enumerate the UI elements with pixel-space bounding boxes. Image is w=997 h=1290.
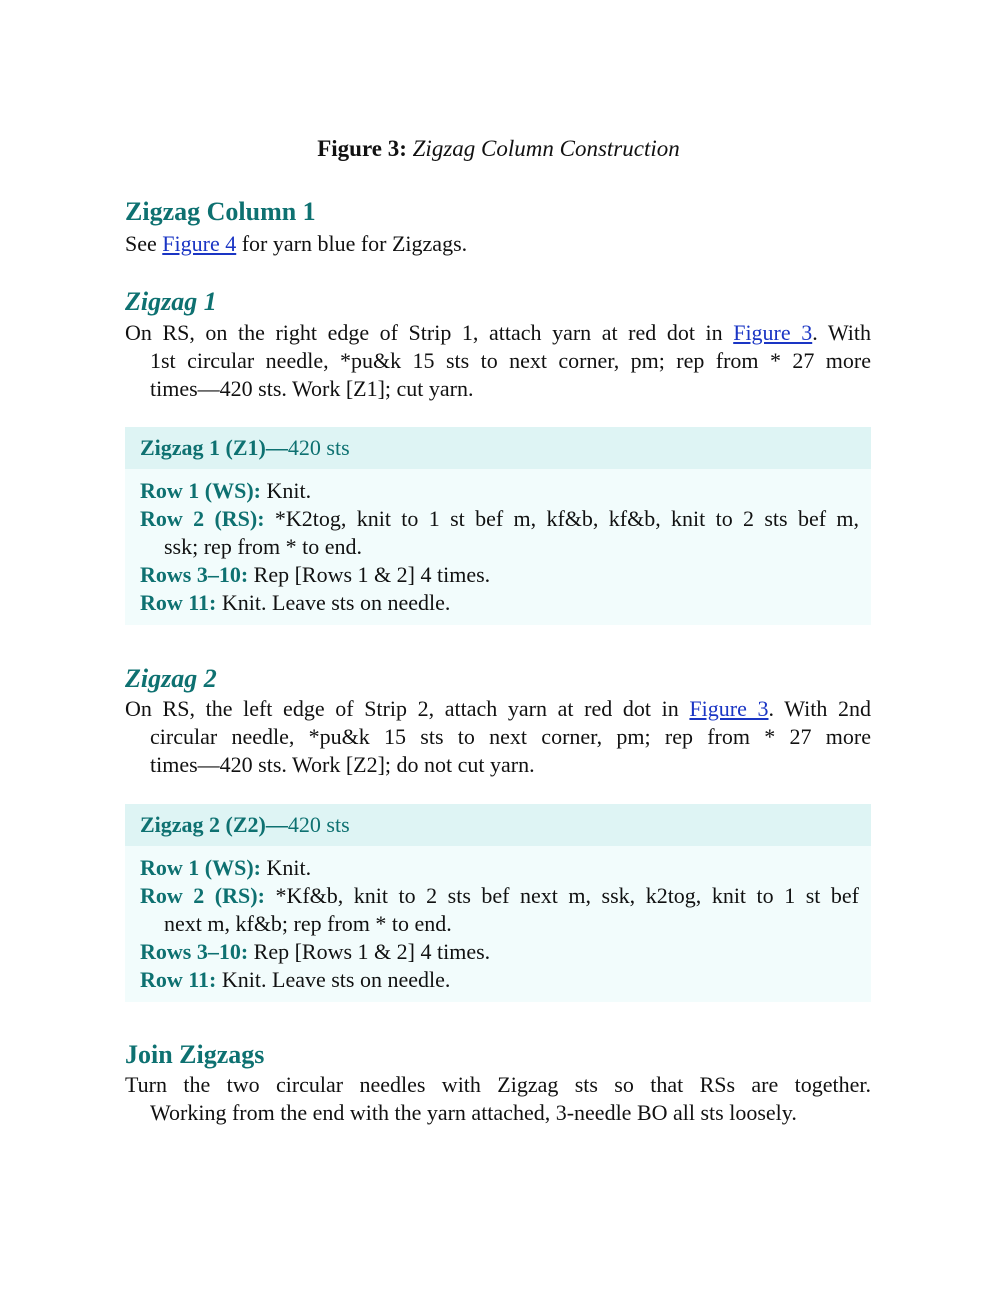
join-line-1: Turn the two circular needles with Zigzag sts so that RSs are together. — [125, 1072, 871, 1097]
zigzag2-line-3: times—420 sts. Work [Z2]; do not cut yarn. — [150, 752, 535, 777]
zigzag1-row-3-10: Rows 3–10: Rep [Rows 1 & 2] 4 times. — [140, 562, 491, 587]
zigzag1-row-2-cont: ssk; rep from * to end. — [164, 534, 362, 559]
zigzag2-pattern-box — [125, 804, 871, 1002]
figure-4-link[interactable]: Figure 4 — [162, 231, 237, 256]
figure-caption — [0, 136, 997, 162]
zigzag1-stitch-count: 420 sts — [287, 435, 350, 460]
figure-3-link[interactable]: Figure 3 — [733, 320, 813, 345]
zigzag1-box-rows — [125, 469, 871, 623]
zigzag1-pattern-box — [125, 427, 871, 625]
zigzag2-row-2: Row 2 (RS): *Kf&b, knit to 2 sts bef next m, ssk, k2tog, knit to 1 st bef — [140, 883, 859, 908]
figure-title: Zigzag Column Construction — [412, 136, 680, 161]
zigzag1-row-2: Row 2 (RS): *K2tog, knit to 1 st bef m, kf&b, kf&b, knit to 2 sts bef m, — [140, 506, 859, 531]
zigzag2-row-11: Row 11: Knit. Leave sts on needle. — [140, 967, 451, 992]
zigzag1-line-2: 1st circular needle, *pu&k 15 sts to next corner, pm; rep from * 27 more — [150, 348, 871, 373]
zigzag1-row-1: Row 1 (WS): Knit. — [140, 478, 312, 503]
zigzag1-line-1: On RS, on the right edge of Strip 1, attach yarn at red dot in Figure 3. With — [125, 320, 871, 345]
figure-3-link[interactable]: Figure 3 — [689, 696, 769, 721]
intro-text-pre: See — [125, 231, 163, 256]
intro-text-post: for yarn blue for Zigzags. — [236, 231, 468, 256]
zigzag2-instructions — [125, 695, 871, 779]
zigzag1-line-3: times—420 sts. Work [Z1]; cut yarn. — [150, 376, 474, 401]
zigzag2-line-2: circular needle, *pu&k 15 sts to next corner, pm; rep from * 27 more — [150, 724, 871, 749]
zigzag1-row-11: Row 11: Knit. Leave sts on needle. — [140, 590, 451, 615]
zigzag2-stitch-count: 420 sts — [287, 812, 350, 837]
join-line-2: Working from the end with the yarn attached, 3-needle BO all sts loosely. — [150, 1100, 797, 1125]
column1-intro — [125, 230, 871, 258]
heading-zigzag-2: Zigzag 2 — [125, 664, 217, 693]
heading-zigzag-1: Zigzag 1 — [125, 287, 217, 316]
zigzag2-box-title: Zigzag 2 (Z2)— — [140, 812, 288, 837]
join-instructions — [125, 1071, 871, 1127]
zigzag2-line-1: On RS, the left edge of Strip 2, attach yarn at red dot in Figure 3. With 2nd — [125, 696, 871, 721]
zigzag2-box-rows — [125, 846, 871, 1000]
zigzag1-instructions — [125, 319, 871, 403]
heading-zigzag-column-1: Zigzag Column 1 — [125, 197, 316, 226]
zigzag2-row-2-cont: next m, kf&b; rep from * to end. — [164, 911, 452, 936]
zigzag1-box-title: Zigzag 1 (Z1)— — [140, 435, 288, 460]
zigzag2-box-header — [125, 804, 871, 846]
zigzag1-box-header — [125, 427, 871, 469]
zigzag2-row-1: Row 1 (WS): Knit. — [140, 855, 312, 880]
zigzag2-row-3-10: Rows 3–10: Rep [Rows 1 & 2] 4 times. — [140, 939, 491, 964]
heading-join-zigzags: Join Zigzags — [125, 1040, 265, 1069]
figure-label: Figure 3: — [317, 136, 407, 161]
